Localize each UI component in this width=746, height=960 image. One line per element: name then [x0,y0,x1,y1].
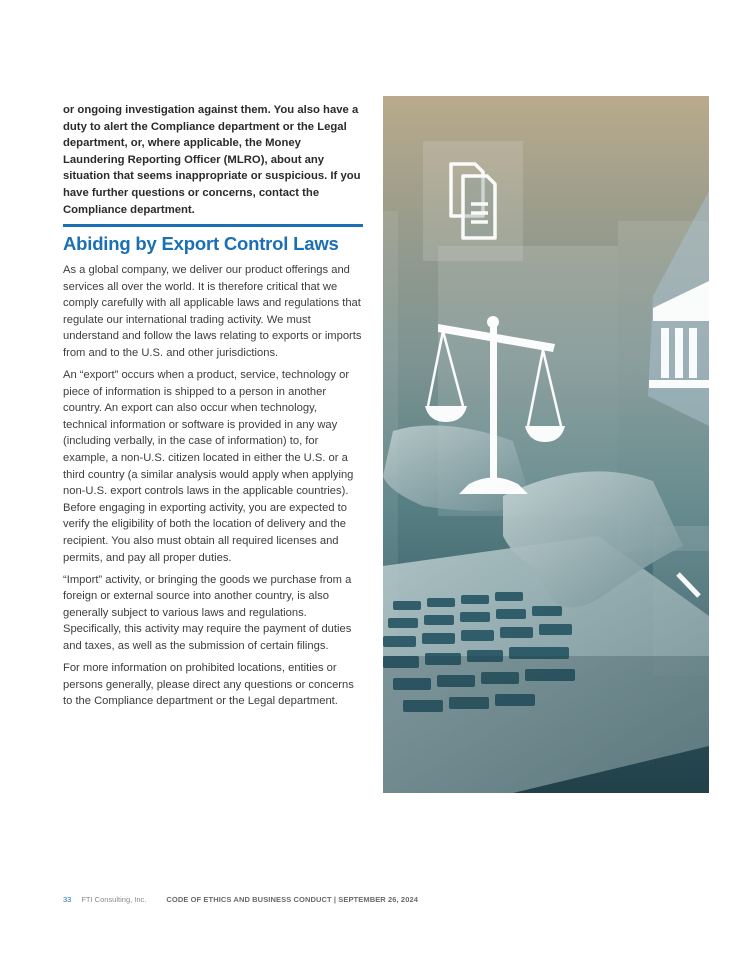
photo-illustration [383,96,709,793]
section-heading: Abiding by Export Control Laws [63,233,339,254]
lead-paragraph: or ongoing investigation against them. You also have a duty to alert the Compliance department or the Legal department, or, where applicable, the Money Laundering Reporting Officer (MLRO), about any situation that seems inappropriate or suspicious. If you have further questions or concerns, contact the Compliance department. [63,104,361,216]
section-body [63,262,363,715]
paragraph: An “export” occurs when a product, service, technology or piece of information is shipped to a person in another country. An export can also occur when technology, technical information or software is provided in any way (including verbally, in the case of information) to, for example, a non-U.S. citizen located in either the U.S. or a third country (a similar analysis would apply when applying non-U.S. export controls laws in the applicable countries). Before engaging in exporting activity, you are expected to verify the eligibility of both the location of delivery and the recipient. You also must obtain all required licenses and permits, and pay all proper duties. [63,369,354,564]
document-title: CODE OF ETHICS AND BUSINESS CONDUCT | SEPTEMBER 26, 2024 [166,895,419,904]
legal-technology-photo [383,96,709,793]
page-footer [63,895,418,904]
paragraph: As a global company, we deliver our product offerings and services all over the world. It is therefore critical that we comply carefully with all applicable laws and regulations that regulate our international trading activity. We must understand and follow the laws relating to exports or imports from and to the U.S. and other jurisdictions. [63,264,362,359]
paragraph: For more information on prohibited locations, entities or persons generally, please direct any questions or concerns to the Compliance department or the Legal department. [63,662,354,708]
page-number: 33 [63,895,72,904]
paragraph: “Import” activity, or bringing the goods we purchase from a foreign or external source into another country, is also generally subject to various laws and regulations. Specifically, this activity may require the payment of duties and taxes, as well as the submission of certain filings. [63,573,352,653]
company-name: FTI Consulting, Inc. [81,895,147,904]
section-divider [63,224,363,227]
